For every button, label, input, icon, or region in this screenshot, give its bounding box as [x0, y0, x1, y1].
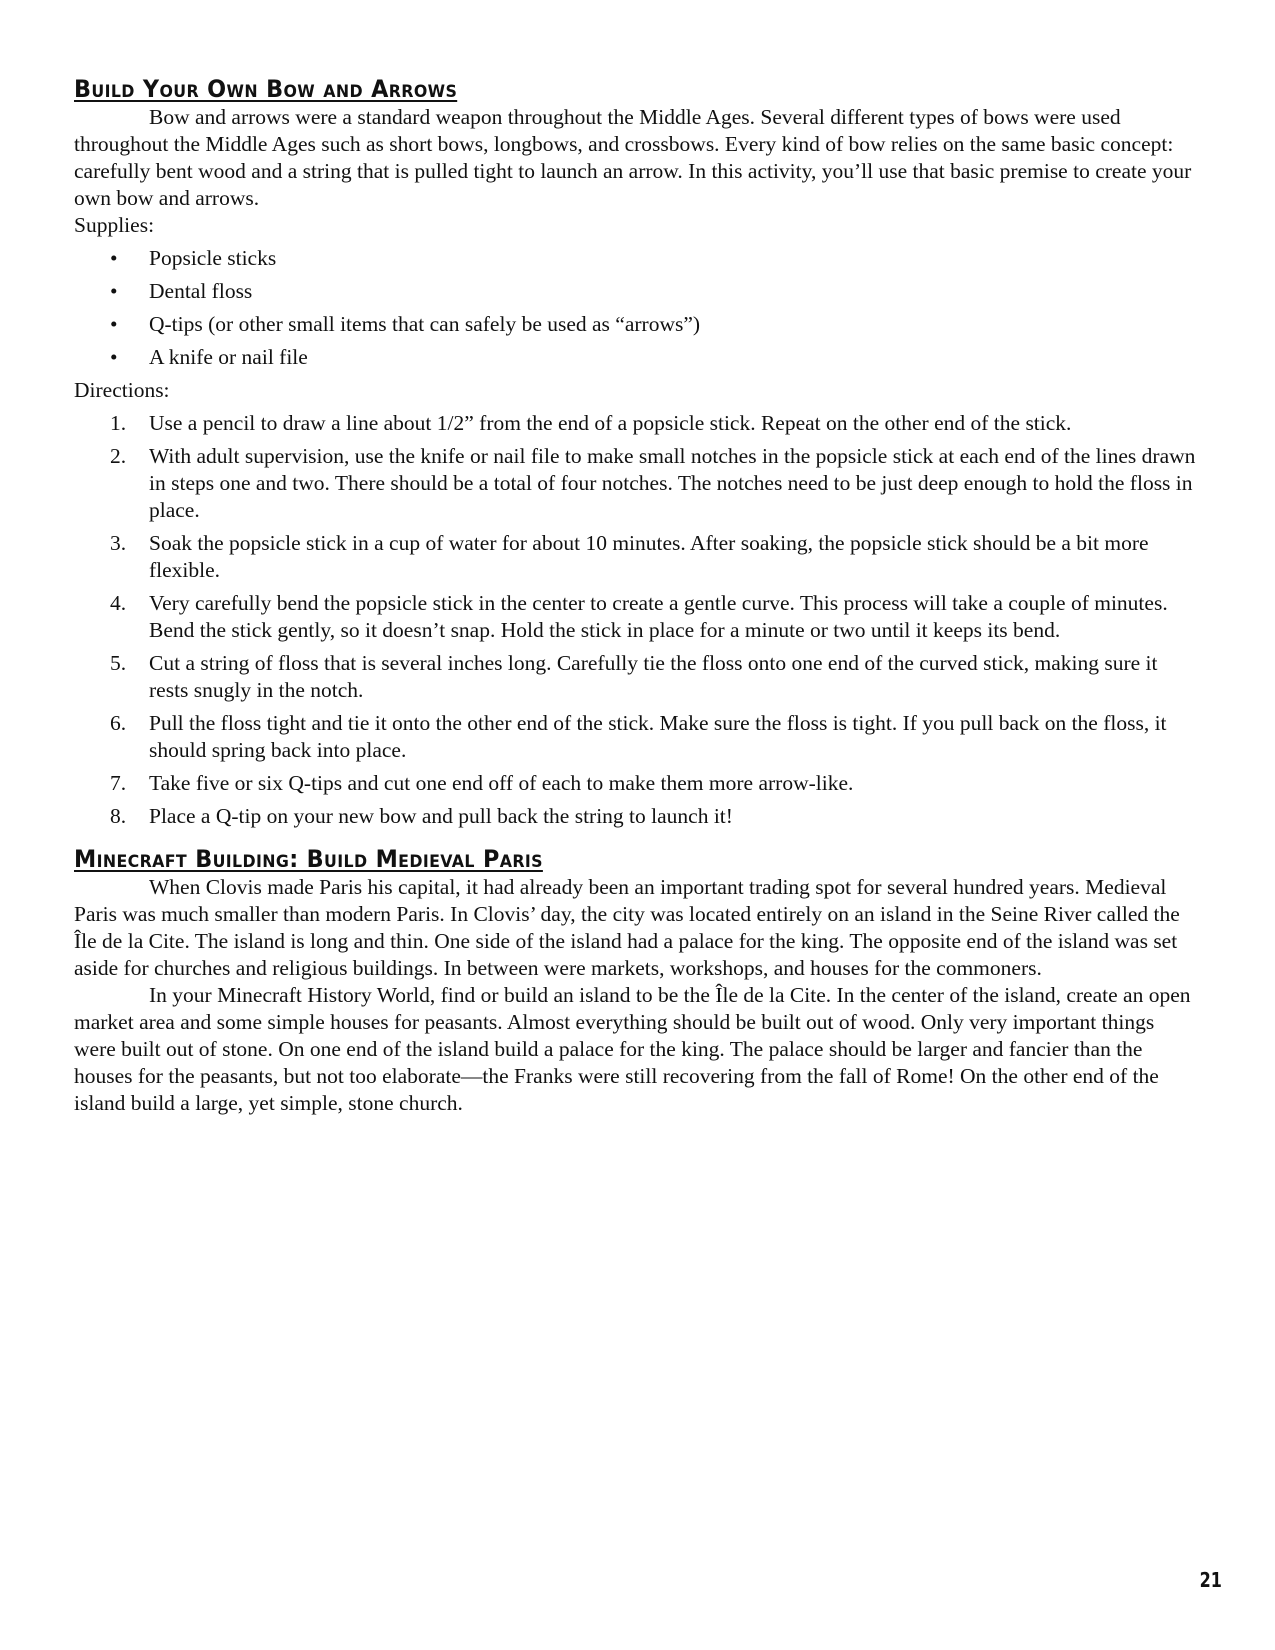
supply-text: Popsicle sticks: [149, 246, 277, 270]
supply-text: Dental floss: [149, 279, 253, 303]
list-item: [74, 344, 1201, 371]
section-heading-minecraft-paris: Minecraft Building: Build Medieval Paris: [74, 845, 543, 873]
directions-label: Directions:: [74, 378, 170, 402]
step-text: Take five or six Q-tips and cut one end off of each to make them more arrow-like.: [149, 771, 854, 795]
step-text: Pull the floss tight and tie it onto the other end of the stick. Make sure the floss is tight. If you pull back on the floss, it should spring back into place.: [149, 711, 1167, 762]
page-number: 21: [1199, 1568, 1222, 1592]
paris-paragraph-2: In your Minecraft History World, find or build an island to be the Île de la Cite. In the center of the island, create an open market area and some simple houses for peasants. Almost everything should be built out of wood. Only very important things were built out of stone. On one end of the island build a palace for the king. The palace should be larger and fancier than the houses for the peasants, but not too elaborate—the Franks were still recovering from the fall of Rome! On the other end of the island build a large, yet simple, stone church.: [74, 983, 1191, 1115]
list-item: [74, 650, 1201, 704]
list-item: [74, 278, 1201, 305]
step-number: 4.: [110, 591, 127, 615]
step-text: Use a pencil to draw a line about 1/2” from the end of a popsicle stick. Repeat on the other end of the stick.: [149, 411, 1072, 435]
list-item: [74, 311, 1201, 338]
bullet-icon: •: [110, 312, 118, 336]
step-text: With adult supervision, use the knife or nail file to make small notches in the popsicle stick at each end of the lines drawn in steps one and two. There should be a total of four notches. The notches need to be just deep enough to hold the floss in place.: [149, 444, 1196, 522]
list-item: [74, 803, 1201, 830]
list-item: [74, 245, 1201, 272]
step-number: 5.: [110, 651, 127, 675]
page-content: [74, 74, 1201, 1117]
supply-text: A knife or nail file: [149, 345, 308, 369]
section-heading-bow-arrows: Build Your Own Bow and Arrows: [74, 75, 458, 103]
step-text: Soak the popsicle stick in a cup of water for about 10 minutes. After soaking, the popsicle stick should be a bit more flexible.: [149, 531, 1149, 582]
list-item: [74, 530, 1201, 584]
list-item: [74, 770, 1201, 797]
step-number: 6.: [110, 711, 127, 735]
supplies-label: Supplies:: [74, 213, 155, 237]
list-item: [74, 590, 1201, 644]
step-text: Cut a string of floss that is several inches long. Carefully tie the floss onto one end of the curved stick, making sure it rests snugly in the notch.: [149, 651, 1158, 702]
step-number: 3.: [110, 531, 127, 555]
supply-text: Q-tips (or other small items that can safely be used as “arrows”): [149, 312, 701, 336]
bullet-icon: •: [110, 279, 118, 303]
step-text: Place a Q-tip on your new bow and pull back the string to launch it!: [149, 804, 733, 828]
bullet-icon: •: [110, 345, 118, 369]
directions-list: [74, 410, 1201, 830]
list-item: [74, 710, 1201, 764]
paris-paragraph-1: When Clovis made Paris his capital, it had already been an important trading spot for several hundred years. Medieval Paris was much smaller than modern Paris. In Clovis’ day, the city was located entirely on an island in the Seine River called the Île de la Cite. The island is long and thin. One side of the island had a palace for the king. The opposite end of the island was set aside for churches and religious buildings. In between were markets, workshops, and houses for the commoners.: [74, 875, 1180, 980]
step-number: 8.: [110, 804, 127, 828]
list-item: [74, 410, 1201, 437]
supplies-list: [74, 245, 1201, 371]
step-text: Very carefully bend the popsicle stick in the center to create a gentle curve. This process will take a couple of minutes. Bend the stick gently, so it doesn’t snap. Hold the stick in place for a minute or two until it keeps its bend.: [149, 591, 1168, 642]
step-number: 7.: [110, 771, 127, 795]
bullet-icon: •: [110, 246, 118, 270]
intro-paragraph: Bow and arrows were a standard weapon throughout the Middle Ages. Several different types of bows were used throughout the Middle Ages such as short bows, longbows, and crossbows. Every kind of bow relies on the same basic concept: carefully bent wood and a string that is pulled tight to launch an arrow. In this activity, you’ll use that basic premise to create your own bow and arrows.: [74, 105, 1192, 210]
step-number: 1.: [110, 411, 127, 435]
step-number: 2.: [110, 444, 127, 468]
list-item: [74, 443, 1201, 524]
